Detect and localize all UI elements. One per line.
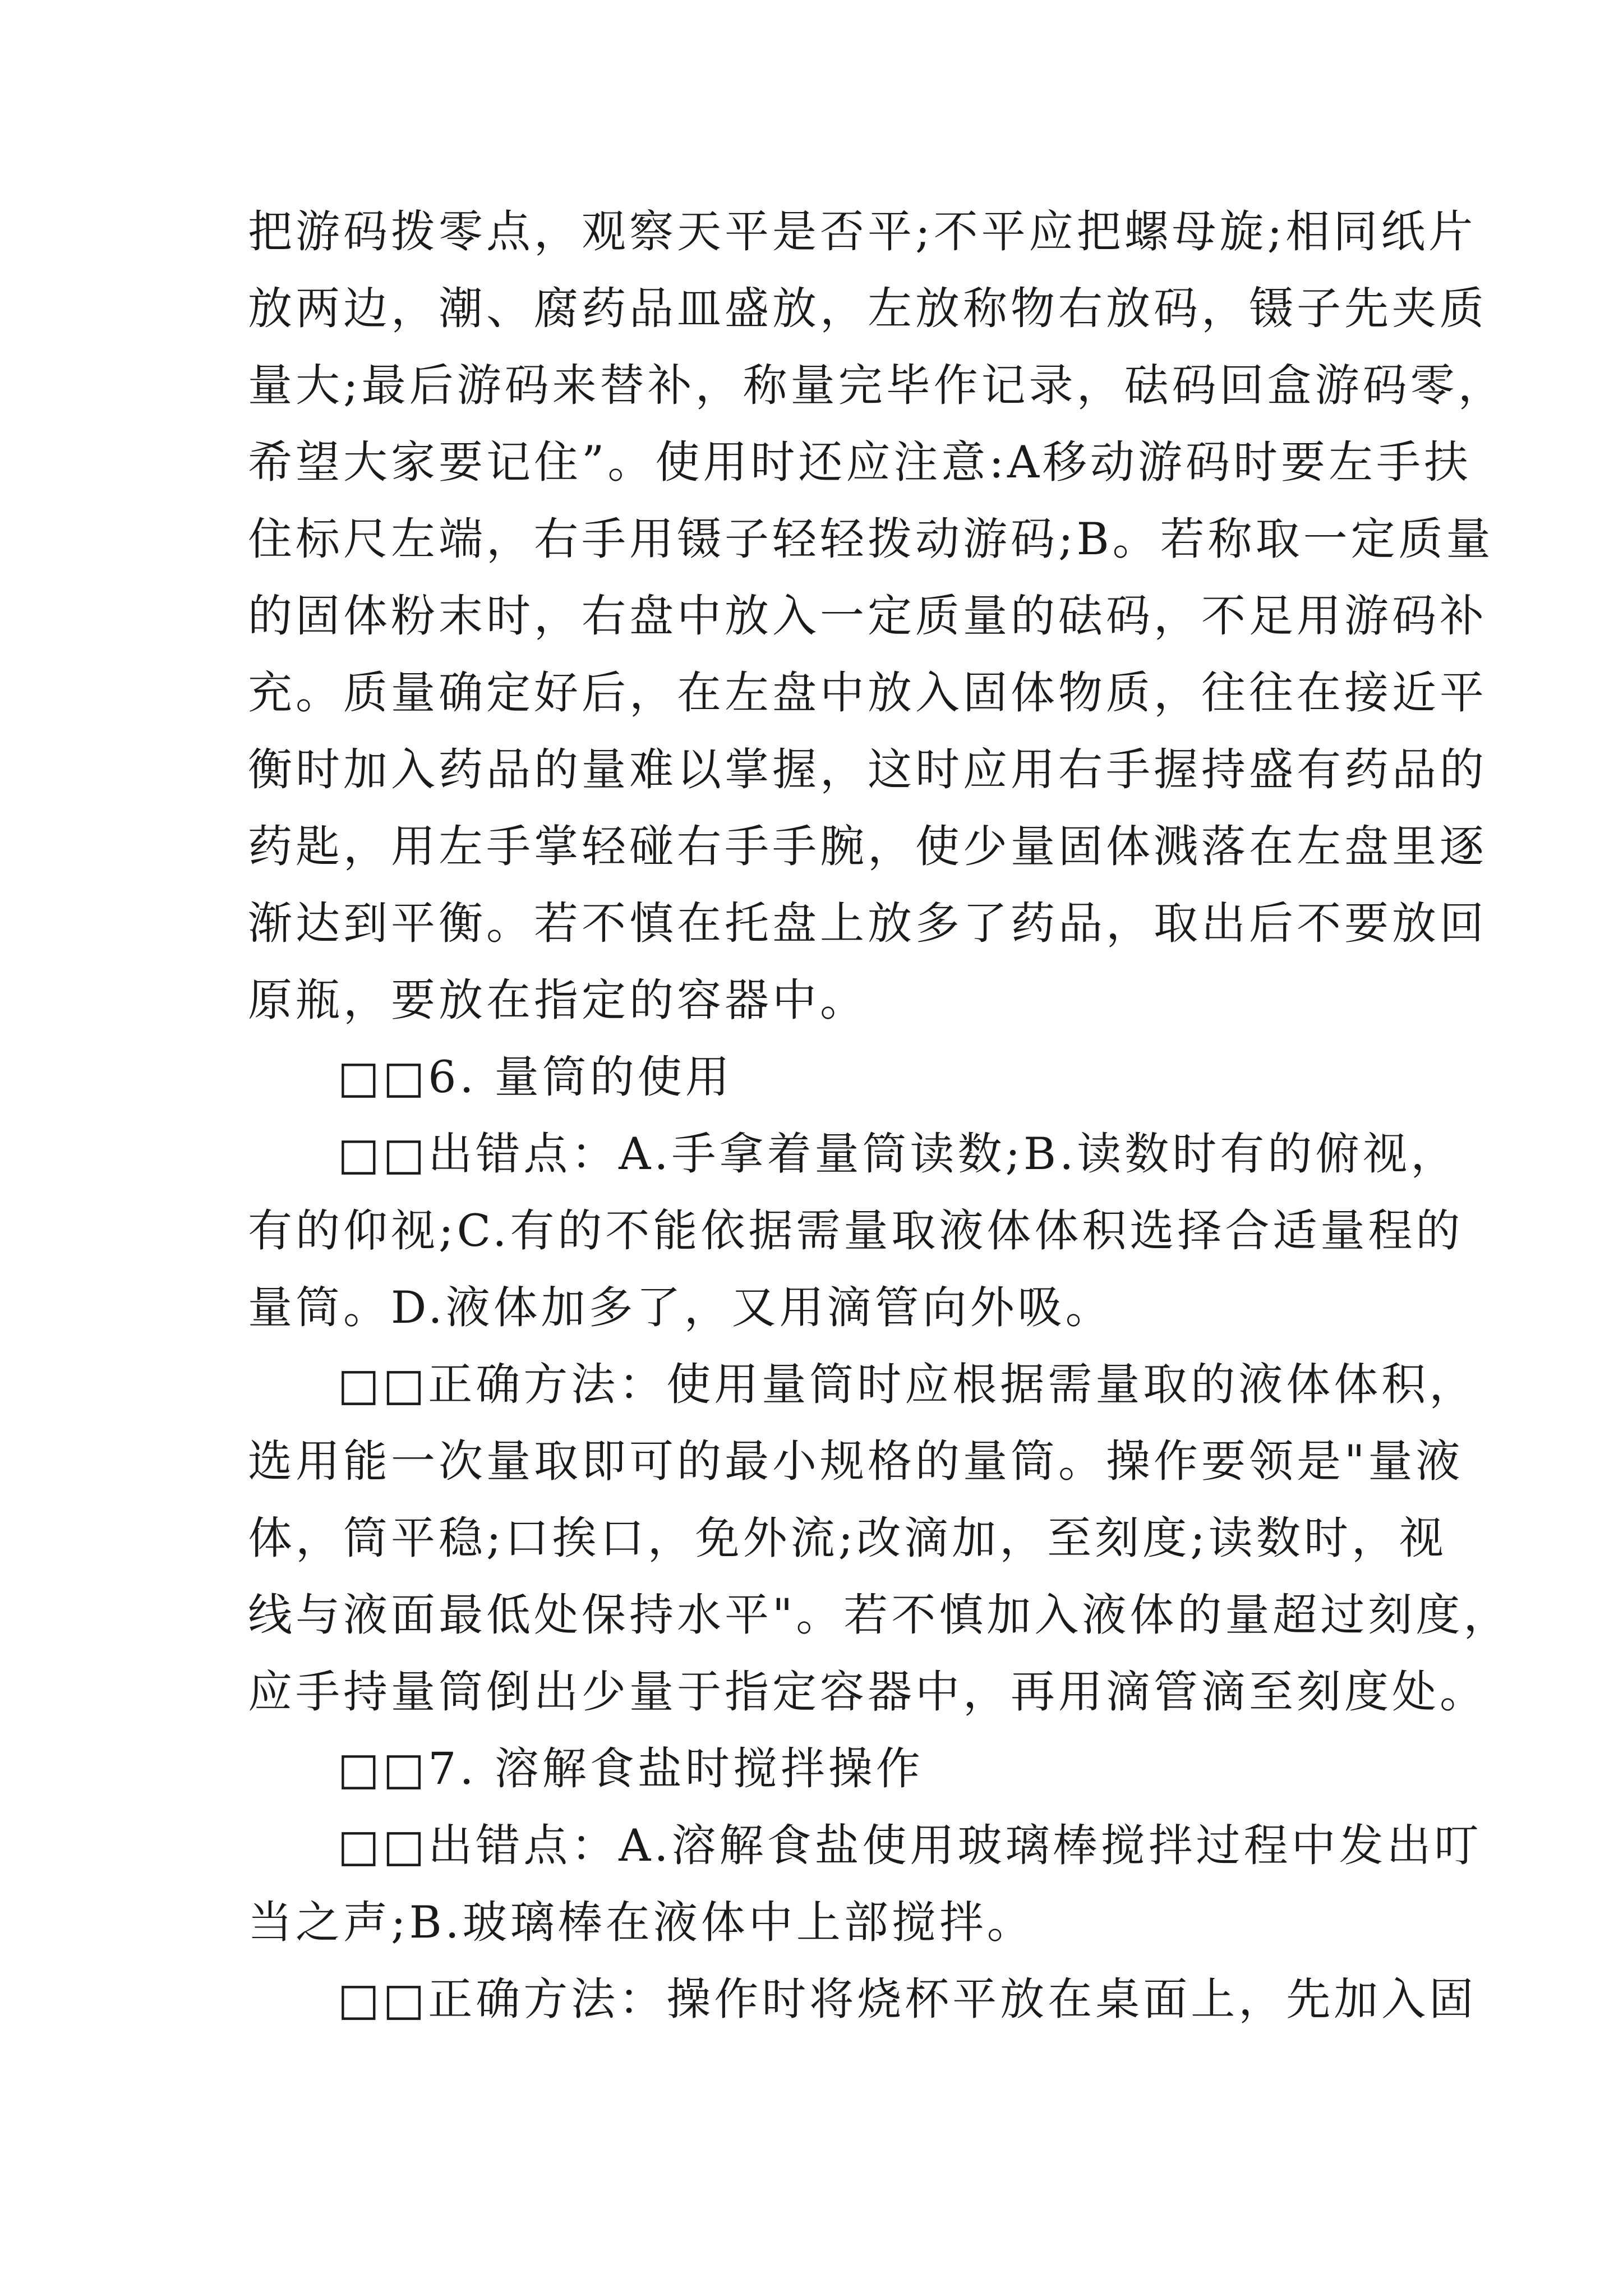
text-line: 选用能一次量取即可的最小规格的量筒。操作要领是"量液 (248, 1435, 1464, 1487)
text-line: 量筒。D.液体加多了，又用滴管向外吸。 (248, 1282, 1113, 1333)
text-line: 衡时加入药品的量难以掌握，这时应用右手握持盛有药品的 (248, 744, 1487, 795)
text-line: 住标尺左端，右手用镊子轻轻拨动游码;B。若称取一定质量 (248, 513, 1494, 565)
text-line: 有的仰视;C.有的不能依据需量取液体体积选择合适量程的 (248, 1205, 1464, 1257)
text-line: 充。质量确定好后，在左盘中放入固体物质，往往在接近平 (248, 667, 1487, 719)
section-heading: □□7. 溶解食盐时搅拌操作 (338, 1743, 924, 1795)
text-line: 体，筒平稳;口挨口，免外流;改滴加，至刻度;读数时，视 (248, 1512, 1447, 1564)
text-line: 把游码拨零点，观察天平是否平;不平应把螺母旋;相同纸片 (248, 206, 1477, 257)
text-line: 放两边，潮、腐药品皿盛放，左放称物右放码，镊子先夹质 (248, 283, 1487, 334)
paragraph-start: □□出错点：A.溶解食盐使用玻璃棒搅拌过程中发出叮 (338, 1820, 1482, 1871)
section-heading: □□6. 量筒的使用 (338, 1051, 733, 1103)
paragraph-start: □□正确方法：操作时将烧杯平放在桌面上，先加入固 (338, 1973, 1477, 2025)
text-line: 应手持量筒倒出少量于指定容器中，再用滴管滴至刻度处。 (248, 1666, 1487, 1718)
body-text (248, 194, 1511, 2038)
text-line: 希望大家要记住”。使用时还应注意:A移动游码时要左手扶 (248, 436, 1472, 488)
text-line: 当之声;B.玻璃棒在液体中上部搅拌。 (248, 1897, 1035, 1948)
text-line: 的固体粉末时，右盘中放入一定质量的砝码，不足用游码补 (248, 590, 1487, 642)
text-line: 原瓶，要放在指定的容器中。 (248, 974, 868, 1026)
text-line: 渐达到平衡。若不慎在托盘上放多了药品，取出后不要放回 (248, 898, 1487, 949)
paragraph-start: □□出错点：A.手拿着量筒读数;B.读数时有的俯视， (338, 1128, 1459, 1180)
text-line: 线与液面最低处保持水平"。若不慎加入液体的量超过刻度， (248, 1589, 1511, 1641)
text-line: 量大;最后游码来替补，称量完毕作记录，砝码回盒游码零， (248, 360, 1506, 411)
paragraph-start: □□正确方法：使用量筒时应根据需量取的液体体积， (338, 1359, 1477, 1410)
text-line: 药匙，用左手掌轻碰右手手腕，使少量固体溅落在左盘里逐 (248, 821, 1487, 872)
